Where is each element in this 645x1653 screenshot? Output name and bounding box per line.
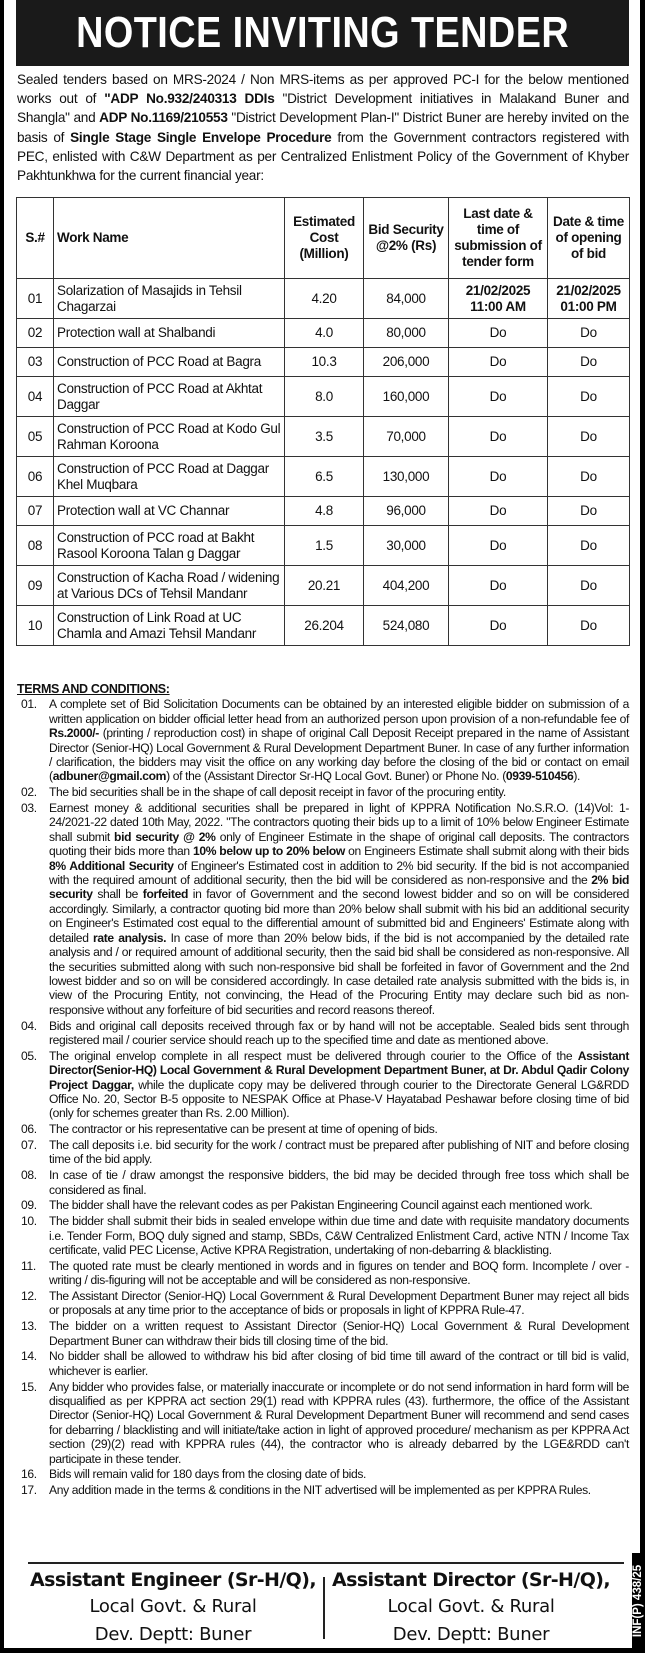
term-item bbox=[17, 785, 629, 799]
term-text-part: ). bbox=[573, 769, 581, 784]
term-item bbox=[17, 1259, 629, 1288]
term-text-part: while the duplicate copy may be delivered through courier to the Directorate General LG&RDD Office No. 20, Sector B-5 opposite to NESPAK Office at Phase-V Hayatabad Peshawar before closing time of bid (only for schemes greater than Rs. 2.00 Million). bbox=[49, 1077, 629, 1121]
term-item bbox=[17, 801, 629, 1017]
term-text-part: The bidder shall have the relevant codes as per Pakistan Engineering Council against each mentioned work. bbox=[49, 1198, 593, 1213]
term-text-part: Any addition made in the terms & conditions in the NIT advertised will be implemented as per KPPRA Rules. bbox=[49, 1483, 591, 1498]
term-text bbox=[49, 1214, 629, 1257]
cell-work-name: Protection wall at VC Channar bbox=[54, 497, 285, 526]
term-text-bold: Assistant Director(Senior-HQ) Local Government & Rural Development Department Buner, at Dr. Abdul Qadir Colony Project Daggar, bbox=[49, 1048, 629, 1092]
cell-opening-date: Do bbox=[548, 417, 630, 457]
cell-submission-date: Do bbox=[449, 348, 548, 377]
term-text-bold: 10% below up to 20% below bbox=[192, 844, 345, 859]
term-item bbox=[17, 1214, 629, 1257]
term-text-bold: Rs.2000/- bbox=[49, 726, 99, 741]
signatory-dept-line1: Local Govt. & Rural bbox=[89, 1596, 257, 1617]
cell-work-name: Construction of PCC Road at Bagra bbox=[54, 348, 285, 377]
cell-submission-date: Do bbox=[449, 497, 548, 526]
terms-heading: TERMS AND CONDITIONS: bbox=[17, 682, 170, 696]
cell-bid-security: 80,000 bbox=[364, 319, 449, 348]
cell-work-name: Protection wall at Shalbandi bbox=[54, 319, 285, 348]
signatory-dept-line1: Local Govt. & Rural bbox=[387, 1596, 555, 1617]
cell-sn: 02 bbox=[17, 319, 54, 348]
cell-work-name: Construction of Link Road at UC Chamla and Amazi Tehsil Mandanr bbox=[54, 606, 285, 646]
col-header-opening: Date & time of opening of bid bbox=[548, 198, 630, 279]
cell-bid-security: 160,000 bbox=[364, 377, 449, 417]
cell-work-name: Construction of PCC Road at Kodo Gul Rahman Koroona bbox=[54, 417, 285, 457]
table-header-row bbox=[17, 198, 630, 279]
cell-submission-date: Do bbox=[449, 566, 548, 606]
term-text bbox=[49, 1380, 629, 1466]
term-text-bold: bid security @ 2% bbox=[114, 829, 216, 844]
table-row bbox=[17, 319, 630, 348]
term-number: 16. bbox=[21, 1467, 37, 1482]
signatory-dept-line2: Dev. Deptt: Buner bbox=[94, 1624, 252, 1645]
term-text-bold: 0939-510456 bbox=[505, 769, 574, 784]
term-text bbox=[49, 1319, 629, 1348]
cell-sn: 07 bbox=[17, 497, 54, 526]
term-item bbox=[17, 1319, 629, 1348]
intro-paragraph bbox=[17, 70, 629, 185]
term-number: 15. bbox=[21, 1379, 37, 1394]
term-text-part: on Engineers Estimate shall submit along with their bids bbox=[344, 844, 629, 859]
cell-work-name: Construction of PCC Road at Akhtat Daggar bbox=[54, 377, 285, 417]
term-text-part: The bidder on a written request to Assistant Director (Senior-HQ) Local Government & Rural Development Department Buner can withdraw their bids till closing time of the bid. bbox=[49, 1319, 629, 1348]
cell-work-name: Construction of PCC road at Bakht Rasool Koroona Talan g Daggar bbox=[54, 526, 285, 566]
term-item bbox=[17, 1049, 629, 1121]
term-text bbox=[49, 1198, 629, 1212]
cell-submission-date: Do bbox=[449, 377, 548, 417]
col-header-submission: Last date & time of submission of tender form bbox=[449, 198, 548, 279]
term-item bbox=[17, 1019, 629, 1048]
term-number: 14. bbox=[21, 1349, 37, 1364]
term-item bbox=[17, 1349, 629, 1378]
term-text-part: Bids will remain valid for 180 days from the closing date of bids. bbox=[49, 1467, 367, 1482]
table-row bbox=[17, 497, 630, 526]
term-item bbox=[17, 1289, 629, 1318]
term-text-part: In case of tie / draw amongst the responsive bidders, the bid may be decided through free toss which shall be considered as final. bbox=[49, 1168, 629, 1197]
term-text-bold: 2% bid security bbox=[49, 873, 630, 902]
term-text bbox=[49, 785, 629, 799]
cell-work-name: Construction of PCC Road at Daggar Khel Muqbara bbox=[54, 457, 285, 497]
col-header-sn: S.# bbox=[17, 198, 54, 279]
term-text-bold: 8% Additional Security bbox=[49, 858, 174, 873]
term-text-part: only of Engineer Estimate in the shape of original call deposits. The contractors quoting their bids more than bbox=[49, 829, 629, 859]
title-banner bbox=[16, 0, 629, 66]
term-item bbox=[17, 1483, 629, 1497]
term-item bbox=[17, 1198, 629, 1212]
term-item bbox=[17, 697, 629, 783]
table-row bbox=[17, 526, 630, 566]
table-row bbox=[17, 377, 630, 417]
term-text-bold: adbuner@gmail.com bbox=[52, 769, 167, 784]
term-text-part: shall be bbox=[92, 887, 143, 902]
inf-stamp bbox=[632, 1553, 644, 1648]
term-item bbox=[17, 1122, 629, 1136]
cell-cost: 4.8 bbox=[285, 497, 364, 526]
term-number: 11. bbox=[21, 1258, 36, 1273]
term-number: 13. bbox=[21, 1319, 37, 1334]
cell-bid-security: 84,000 bbox=[364, 279, 449, 319]
term-number: 03. bbox=[21, 801, 37, 816]
term-number: 10. bbox=[21, 1214, 37, 1229]
cell-cost: 6.5 bbox=[285, 457, 364, 497]
cell-cost: 10.3 bbox=[285, 348, 364, 377]
cell-work-name: Solarization of Masajids in Tehsil Chagarzai bbox=[54, 279, 285, 319]
term-number: 17. bbox=[21, 1483, 37, 1498]
term-text bbox=[49, 1467, 629, 1481]
term-number: 06. bbox=[21, 1122, 37, 1137]
term-text-part: The bidder shall submit their bids in sealed envelope within due time and date with requisite mandatory documents i.e. Tender Form, BOQ duly signed and stamp, SBDs, C&W Centralized Enlistment Card, active NTN / Income Tax certificate, valid PEC License, Active KPRA Registration, undertaking of non-debarring & blacklisting. bbox=[49, 1214, 629, 1257]
term-text-part: The bid securities shall be in the shape of call deposit receipt in favor of the procuring entity. bbox=[49, 785, 506, 800]
cell-bid-security: 404,200 bbox=[364, 566, 449, 606]
table-row bbox=[17, 279, 630, 319]
signature-assistant-director bbox=[326, 1567, 616, 1649]
cell-cost: 3.5 bbox=[285, 417, 364, 457]
cell-opening-date: Do bbox=[548, 348, 630, 377]
cell-opening-date: Do bbox=[548, 497, 630, 526]
term-text-part: ) of the (Assistant Director Sr-HQ Local Govt. Buner) or Phone No. ( bbox=[166, 769, 506, 784]
col-header-work-name: Work Name bbox=[54, 198, 285, 279]
col-header-bid-security: Bid Security @2% (Rs) bbox=[364, 198, 449, 279]
term-text bbox=[49, 801, 629, 1017]
cell-submission-date: Do bbox=[449, 606, 548, 646]
term-text bbox=[49, 1168, 629, 1197]
term-text-bold: rate analysis. bbox=[93, 930, 167, 945]
cell-submission-date: Do bbox=[449, 319, 548, 348]
intro-text: Sealed tenders based on MRS-2024 / Non MRS-items as per approved PC-I for the below mentioned works out of bbox=[17, 72, 629, 107]
cell-cost: 4.20 bbox=[285, 279, 364, 319]
term-text-part: (printing / reproduction cost) in shape of original Call Deposit Receipt prepared in the name of Assistant Director (Senior-HQ) Local Government & Rural Development Department Buner. In case of any further information / clarification, the bidders may visit the office on any working day before the closing of the bid or contact on email ( bbox=[49, 726, 629, 784]
inf-stamp-text: INF(P) 438/25 bbox=[632, 1564, 644, 1637]
term-text bbox=[49, 697, 629, 783]
term-item bbox=[17, 1380, 629, 1466]
table-row bbox=[17, 417, 630, 457]
term-number: 05. bbox=[21, 1048, 37, 1063]
signatory-title: Assistant Director (Sr-H/Q), bbox=[332, 1569, 610, 1591]
term-text-part: The contractor or his representative can be present at time of opening of bids. bbox=[49, 1122, 438, 1137]
term-number: 07. bbox=[21, 1137, 37, 1152]
term-item bbox=[17, 1138, 629, 1167]
cell-sn: 09 bbox=[17, 566, 54, 606]
cell-bid-security: 524,080 bbox=[364, 606, 449, 646]
cell-opening-date: Do bbox=[548, 606, 630, 646]
term-text-part: in favor of Government and the second lowest bidder and so on will be considered accordingly. Similarly, a contractor quoting bid more than 20% below shall submit with his bid an additional security on Engineer's Estimated cost equal to the differential amount of submitted bid and Engineers' Estimate along with detailed bbox=[49, 887, 629, 945]
term-text-part: No bidder shall be allowed to withdraw his bid after closing of bid time till award of the contract or till bid is valid, whichever is earlier. bbox=[49, 1349, 629, 1378]
term-text bbox=[49, 1138, 629, 1167]
term-text-part: A complete set of Bid Solicitation Documents can be obtained by an interested eligible bidder on submission of a written application on bidder official letter head from an authorized person upon provision of a non-refundable fee of bbox=[49, 697, 629, 726]
term-text bbox=[49, 1259, 629, 1288]
term-text bbox=[49, 1349, 629, 1378]
works-table bbox=[16, 197, 630, 646]
term-number: 09. bbox=[21, 1198, 37, 1213]
term-text bbox=[49, 1483, 629, 1497]
signature-divider-rule bbox=[28, 1562, 624, 1564]
term-text-part: Earnest money & additional securities shall be prepared in light of KPPRA Notification No.S.R.O. (14)Vol: 1-24/2021-22 dated 10th May, 2022. "The contractors quoting their bids up to a limit of 10% below Engineer Estimate shall submit bbox=[49, 801, 629, 844]
signature-assistant-engineer bbox=[28, 1567, 318, 1649]
cell-cost: 20.21 bbox=[285, 566, 364, 606]
cell-cost: 1.5 bbox=[285, 526, 364, 566]
terms-list bbox=[17, 697, 629, 1497]
cell-bid-security: 70,000 bbox=[364, 417, 449, 457]
cell-bid-security: 206,000 bbox=[364, 348, 449, 377]
cell-bid-security: 130,000 bbox=[364, 457, 449, 497]
cell-cost: 26.204 bbox=[285, 606, 364, 646]
term-text bbox=[49, 1122, 629, 1136]
table-row bbox=[17, 606, 630, 646]
signature-vertical-divider bbox=[323, 1577, 325, 1639]
cell-bid-security: 30,000 bbox=[364, 526, 449, 566]
table-row bbox=[17, 566, 630, 606]
cell-opening-date: Do bbox=[548, 377, 630, 417]
signatory-dept-line2: Dev. Deptt: Buner bbox=[392, 1624, 550, 1645]
term-text bbox=[49, 1019, 629, 1048]
term-number: 01. bbox=[21, 697, 37, 712]
cell-cost: 4.0 bbox=[285, 319, 364, 348]
cell-bid-security: 96,000 bbox=[364, 497, 449, 526]
signatory-title: Assistant Engineer (Sr-H/Q), bbox=[30, 1569, 316, 1591]
cell-opening-date: Do bbox=[548, 566, 630, 606]
cell-sn: 10 bbox=[17, 606, 54, 646]
cell-opening-date: Do bbox=[548, 319, 630, 348]
term-number: 08. bbox=[21, 1168, 37, 1183]
cell-sn: 05 bbox=[17, 417, 54, 457]
cell-opening-date: Do bbox=[548, 526, 630, 566]
cell-submission-date: Do bbox=[449, 417, 548, 457]
term-item bbox=[17, 1467, 629, 1481]
page-title: NOTICE INVITING TENDER bbox=[76, 8, 569, 57]
cell-sn: 03 bbox=[17, 348, 54, 377]
cell-opening-date: 21/02/2025 01:00 PM bbox=[548, 279, 630, 319]
cell-submission-date: Do bbox=[449, 457, 548, 497]
term-text-part: Any bidder who provides false, or materially inaccurate or incomplete or do not send information in hard form will be disqualified as per KPPRA act section 29(1) read with KPPRA rules (43). furthermore, the office of the Assistant Director (Senior-HQ) Local Government & Rural Development Department Buner will recommend and send cases for debarring / blacklisting and will initiate/take action in light of approved procedure/ mechanism as per KPPRA Act section (29)(2) read with KPPRA rules (44), the contractor who is already debarred by the LGE&RDD can't participate in these tender. bbox=[49, 1379, 629, 1466]
cell-opening-date: Do bbox=[548, 457, 630, 497]
cell-sn: 01 bbox=[17, 279, 54, 319]
term-number: 04. bbox=[21, 1018, 37, 1033]
intro-text: from the Government contractors registered with PEC, enlisted with C&W Department as per Centralized Enlistment Policy of the Government of Khyber Pakhtunkhwa for the current financial year: bbox=[17, 129, 630, 184]
term-number: 12. bbox=[21, 1288, 37, 1303]
cell-sn: 06 bbox=[17, 457, 54, 497]
term-text bbox=[49, 1049, 629, 1121]
term-text-part: The original envelop complete in all respect must be delivered through courier to the Office of the bbox=[49, 1048, 578, 1063]
intro-bold-adp-2: ADP No.1169/210553 bbox=[99, 110, 228, 126]
cell-sn: 08 bbox=[17, 526, 54, 566]
cell-submission-date: Do bbox=[449, 526, 548, 566]
term-text-part: The call deposits i.e. bid security for the work / contract must be prepared after publishing of NIT and before closing time of the bid apply. bbox=[49, 1137, 629, 1167]
term-text-part: The Assistant Director (Senior-HQ) Local Government & Rural Development Department Buner may reject all bids or proposals at any time prior to the acceptance of bids or proposals in light of KPPRA Rule-47. bbox=[49, 1288, 629, 1318]
intro-text: "District Development initiatives in Malakand Buner and Shangla" and bbox=[17, 91, 630, 126]
term-text-bold: forfeited bbox=[142, 887, 188, 902]
table-row bbox=[17, 348, 630, 377]
term-text-part: The quoted rate must be clearly mentioned in words and in figures on tender and BOQ form. Incomplete / over -writing / dis-figuring will not be acceptable and will be considered as non-responsive. bbox=[49, 1258, 629, 1288]
term-text-part: Bids and original call deposits received through fax or by hand will not be acceptable. Sealed bids sent through registered mail / courier service should reach up to the specified time and date as mentioned above. bbox=[49, 1018, 629, 1047]
terms-and-conditions bbox=[17, 682, 629, 1499]
term-text-part: of Engineer's Estimated cost in addition to 2% bid security. If the bid is not accompanied with the required amount of additional security, then the bid will be considered as non-responsive and the bbox=[49, 858, 629, 888]
term-number: 02. bbox=[21, 785, 37, 800]
term-text-part: In case of more than 20% below bids, if the bid is not accompanied by the detailed rate analysis and / or required amount of additional security, then the said bid shall be considered as non-responsive. All the securities submitted along with such non-responsive bid shall be forfeited in favor of Government and the 2nd lowest bidder and so on will be considered accordingly. In case detailed rate analysis submitted with the bids is, in view of the Procuring Entity, not convincing, the Head of the Procuring Entity may declare such bid as non-responsive without any forfeiture of bid securities and record reasons thereof. bbox=[49, 930, 630, 1017]
intro-text: "District Development Plan-I" District Buner are hereby invited on the basis of bbox=[17, 110, 630, 145]
cell-sn: 04 bbox=[17, 377, 54, 417]
intro-bold-procedure: Single Stage Single Envelope Procedure bbox=[70, 129, 332, 145]
tender-notice bbox=[4, 0, 644, 1648]
cell-cost: 8.0 bbox=[285, 377, 364, 417]
cell-work-name: Construction of Kacha Road / widening at Various DCs of Tehsil Mandanr bbox=[54, 566, 285, 606]
table-row bbox=[17, 457, 630, 497]
term-item bbox=[17, 1168, 629, 1197]
term-text bbox=[49, 1289, 629, 1318]
cell-submission-date: 21/02/2025 11:00 AM bbox=[449, 279, 548, 319]
col-header-cost: Estimated Cost (Million) bbox=[285, 198, 364, 279]
intro-bold-adp-1: "ADP No.932/240313 DDIs bbox=[104, 91, 283, 107]
